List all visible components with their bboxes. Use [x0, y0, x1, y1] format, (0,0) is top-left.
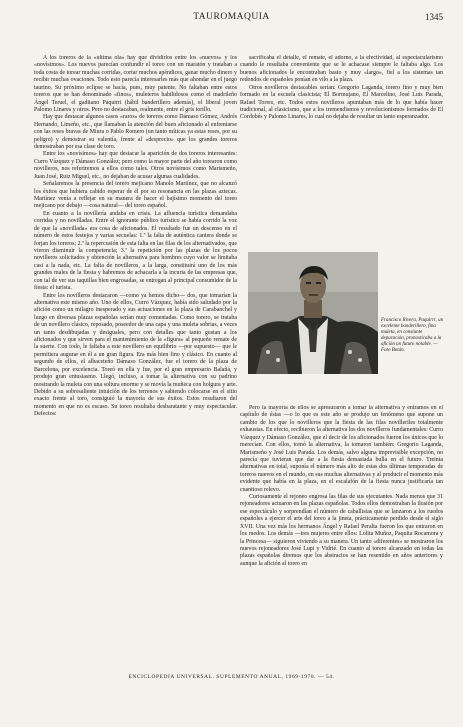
left-column: [34, 55, 237, 677]
page-number: 1345: [425, 12, 443, 22]
right-column-bottom: [240, 405, 443, 677]
page-footer: ENCICLOPEDIA UNIVERSAL. SUPLEMENTO ANUAL, 1969-1970. — 54.: [128, 674, 335, 680]
photo-caption: Francisco Rivera, Paquirri, un excelente banderillero, fina muleta, en constante depuración, pronosticaba a la afición un futuro notable. — Foto Botán.: [381, 318, 444, 354]
paragraph: Señalaremos la presencia del torero mejicano Manolo Martínez, que no alcanzó los éxitos que hubiera cabido esperar de él por su resonancia en las plazas aztecas. Martínez venía a reflejar en su manera de hacer el bajísimo momento del toreo mejicano por debajo —cosa natural— del toreo español.: [34, 181, 237, 210]
paragraph: Otros novilleros destacables serían: Gregorio Laganda, torero fino y muy bien formado en la escuela clasicista; El Bormujano, El Marcelino, José Luis Parada, Rafael Torres, etc. Todos estos novilleros apuntaban más de lo que había hacer tradicional, al clasicismo, que a los tremendismos y revolucionismos formados de El Cordobés y Palomo Linares, lo cual no dejaba de resultar un tanto esperanzador.: [240, 84, 443, 121]
paragraph: Hay que destacar algunos casos «raros» de toreros como Dámaso Gómez, Andrés Hernando, Limeño, etc., que llamaban la atención del buen aficionado al enfrentarse con las reses bravas de Miura o Pablo Romero (un tanto míticas ya estas reses, por su peligro) y demostrar su valentía, frente al «desprecio» que los grandes toreros demostraban por esa clase de toro.: [34, 114, 237, 151]
paragraph: A los toreros de la «última ola» hay que dividirlos entre los «nuevos» y los «novísimos». Los nuevos parecían confundir el toreo con un maratón y trataban a toda costa de torear muchas corridas, cortar muchos apéndices, ganar mucho dinero y recibir muchas ovaciones. Todo esto parecía interesarles más que ahondar en el juego taurino. Su próximo eclipse se hacía, pues, muy patente. No faltaban entre estos toreros que se han denominado «finos», muleteros habilidosos como el madrileño Ángel Teruel, el gaditano Paquirri (hábil banderillero además), el liberal joven Palomo Linares y otros. Pero no destacaban, realmente, entre el gris torillo.: [34, 55, 237, 113]
right-column-top: [240, 55, 443, 247]
bullfighter-photo: [248, 252, 378, 374]
page-header: [0, 12, 463, 26]
paragraph: sacrificaba el detalle, el remate, el adorno, a la efectividad, al espectacularismo cuando le resultaba conveniente que se le achacase siempre le faltaba algo. Los buenos aficionados le encontraban basto y muy «largo», fiel a los sistemas tan redondos de españoles ponían en vilo a la plaza.: [240, 55, 443, 84]
running-title: TAUROMAQUIA: [193, 12, 270, 22]
paragraph: Entre los «novísimos» hay que destacar la aparición de dos toreros interesantes: Curro Vázquez y Dámaso González; pero como la mayor parte del año torearon como novilleros, nos referiremos a ellos como tales. Otros novísimos como Marismeño, Juan José, Ruiz Miguel, etc., no dejaban de acusar algunas cualidades.: [34, 151, 237, 180]
paragraph: Entre los novilleros destacaron —como ya hemos dicho— dos, que tomarían la alternativa este mismo año. Uno de ellos, Curro Vázquez, había sido saludado por la afición como un milagro inesperado y sus actuaciones en la plaza de Carabanchel y luego en diversas plazas españolas serían muy comentadas. Como torero, se trataba de un novillero clásico, reposado, poseedor de una capa y una muleta sobrias, a veces un tanto desdibujadas y desiguales, pero con detalles que tanto gustan a los aficionados y que sirven para el mantenimiento de la «figura» al pequeño remate de la suerte. Con todo, le faltaba a este novillero un equilibrio —por supuesto— que le permitiera augurar en él a un gran figura. Era más bien fino y clásico. En cuanto al segundo de ellos, el albaceteño Dámaso González, fue el torero de la plaza de Barcelona, por excelencia. Toreó en ella y fue, por el gran empresario Balañá, y produjo gran entusiasmo. Llegó, incluso, a tomar la alternativa con su padrino mostrando la muleta con una soltura enorme y se movía la muñeca con holgura y arte. Debido a su sobresaliente intuición de los terrenos y sabiendo colocarse en el sitio exacto frente al toro, consiguió la mayoría de sus éxitos. Estos resultaron del momento en que no es escaso. Su toreo resultaba desbaratante y muy espectacular. Defectos:: [34, 292, 237, 418]
paragraph: Pero la mayoría de ellos se apresuraron a tomar la alternativa y entramos en el capítulo de éstas —o lo que es este año se produjo un fenómeno que supone un cambio de los que lo novilleros que la fiesta de las filas novilleriles totalmente exhaustas. En efecto, recibieron la alternativa los dos novilleros fundamentales: Curro Vázquez y Dámaso González, que el decir de los aficionados fueron los únicos que lo merecían. Con ellos, tomó la alternativa, la tomaron también: Gregorio Laganda, Marismeño y José Luis Parada. Los demás, salvo alguna imprevisible excepción, no parecía que tuvieran que dar a la fiesta demasiada bulla en el futuro. Treinta alternativas en total, suponía el número más alto de estas dos últimas temporadas de toreros nuevos en el mundo, en sus muchas alternativas y al producir el momento más evidente que había en la plaza, en el escalafón de la fiesta nunca justificaría tan cuantioso relevo.: [240, 405, 443, 493]
paragraph: Curiosamente el rejoneo engrosa las filas de sus ejecutantes. Nada menos que 31 rejoneadores actuaron en las plazas españolas. Todos ellos demostraban la ilusión por ese espectáculo y sorprendían el número de caballistas que se lanzaron a los ruedos españoles a ejercer el arte del toreo a la jineta, prácticamente perdido desde el siglo XVII. Una vez más los hermanos Ángel y Rafael Peralta fueron los que entraron en los ruedos. Los demás —tres mujeres entre ellos: Lolita Muñoz, Paquita Rocamora y la Princesa— siguieron viviendo a su manera. Un tanto «diferentes» se mostraron los nuevos rejoneadores José Lupi y Vidrié. En cuanto al torero alcanzado en todas las plazas españolas diremos que los abstractos se han resentido en años anteriores y aunque la afición al toreo en: [240, 494, 443, 567]
paragraph: En cuanto a la novillería andaba en crisis. La afluencia turística demandaba corridas y no novilladas. Entre el ignorante público turístico se había corrido la voz de que la «novillada» era cosa de aficionados. El resultado fue un descenso en el número de estos festejos y varias secuelas: 1.ª la falta de auténtica cantera donde se forjan los toreros; 2.ª la repercusión de esta falta en las filas de los alternativados, que vieron disminuir la competencia; 3.ª la repetición por las plazas de los pocos novilleros solicitados y obtención la alternativa para hombres cuyo valor se limitaba casi a la nada, etc. La falta de novilleros, a la larga, constituirá uno de los más grandes males de la fiesta y habremos de achacarla a la incuria de las empresas que, con tal de ver sus taquillas bien engrosadas, se entregan al principal consumidor de la fiesta: el turista.: [34, 210, 237, 292]
